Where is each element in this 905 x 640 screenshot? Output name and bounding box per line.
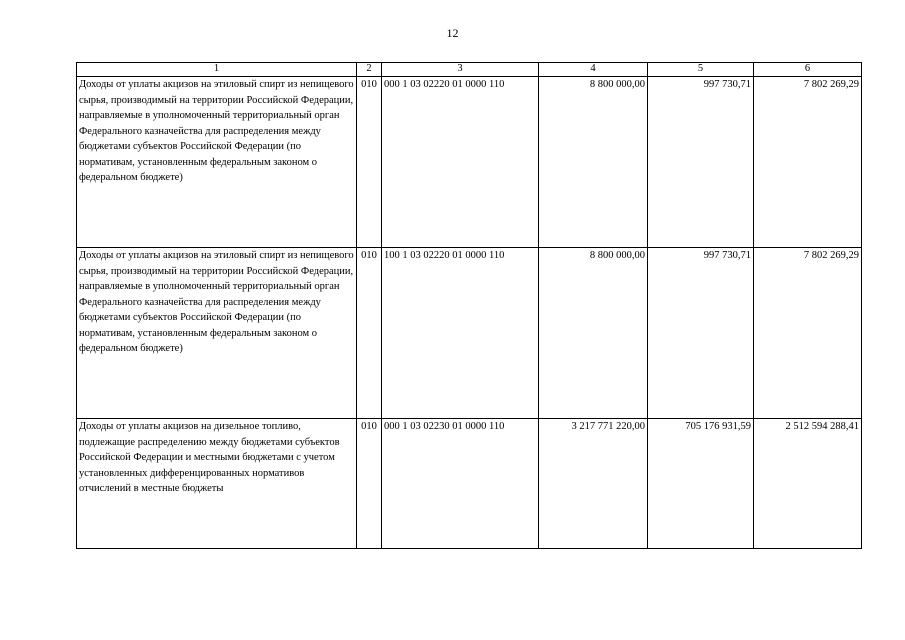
- column-header: 6: [754, 63, 862, 77]
- table-row: [77, 419, 862, 549]
- column-header: 5: [648, 63, 754, 77]
- admin-code-cell: 010: [357, 419, 382, 549]
- column-header: 1: [77, 63, 357, 77]
- budget-code-cell: 000 1 03 02220 01 0000 110: [382, 77, 539, 248]
- table-header-row: [77, 63, 862, 77]
- revenue-name-cell: Доходы от уплаты акцизов на дизельное топливо, подлежащие распределению между бюджетами субъектов Российской Федерации и местными бюджетами с учетом установленных дифференцированных нормативов отчислений в местные бюджеты: [77, 419, 357, 549]
- remainder-amount-cell: 7 802 269,29: [754, 77, 862, 248]
- revenue-name-cell: Доходы от уплаты акцизов на этиловый спирт из непищевого сырья, производимый на территории Российской Федерации, направляемые в уполномоченный территориальный орган Федерального казначейства для распределения между бюджетами субъектов Российской Федерации (по нормативам, установленным федеральным законом о федеральном бюджете): [77, 248, 357, 419]
- revenue-table: [76, 62, 862, 549]
- plan-amount-cell: 3 217 771 220,00: [539, 419, 648, 549]
- admin-code-cell: 010: [357, 248, 382, 419]
- budget-code-cell: 000 1 03 02230 01 0000 110: [382, 419, 539, 549]
- revenue-name-cell: Доходы от уплаты акцизов на этиловый спирт из непищевого сырья, производимый на территории Российской Федерации, направляемые в уполномоченный территориальный орган Федерального казначейства для распределения между бюджетами субъектов Российской Федерации (по нормативам, установленным федеральным законом о федеральном бюджете): [77, 77, 357, 248]
- table-row: [77, 248, 862, 419]
- remainder-amount-cell: 7 802 269,29: [754, 248, 862, 419]
- table-row: [77, 77, 862, 248]
- budget-code-cell: 100 1 03 02220 01 0000 110: [382, 248, 539, 419]
- remainder-amount-cell: 2 512 594 288,41: [754, 419, 862, 549]
- column-header: 4: [539, 63, 648, 77]
- executed-amount-cell: 997 730,71: [648, 77, 754, 248]
- executed-amount-cell: 705 176 931,59: [648, 419, 754, 549]
- admin-code-cell: 010: [357, 77, 382, 248]
- plan-amount-cell: 8 800 000,00: [539, 248, 648, 419]
- page-number: 12: [446, 26, 459, 40]
- executed-amount-cell: 997 730,71: [648, 248, 754, 419]
- column-header: 3: [382, 63, 539, 77]
- column-header: 2: [357, 63, 382, 77]
- plan-amount-cell: 8 800 000,00: [539, 77, 648, 248]
